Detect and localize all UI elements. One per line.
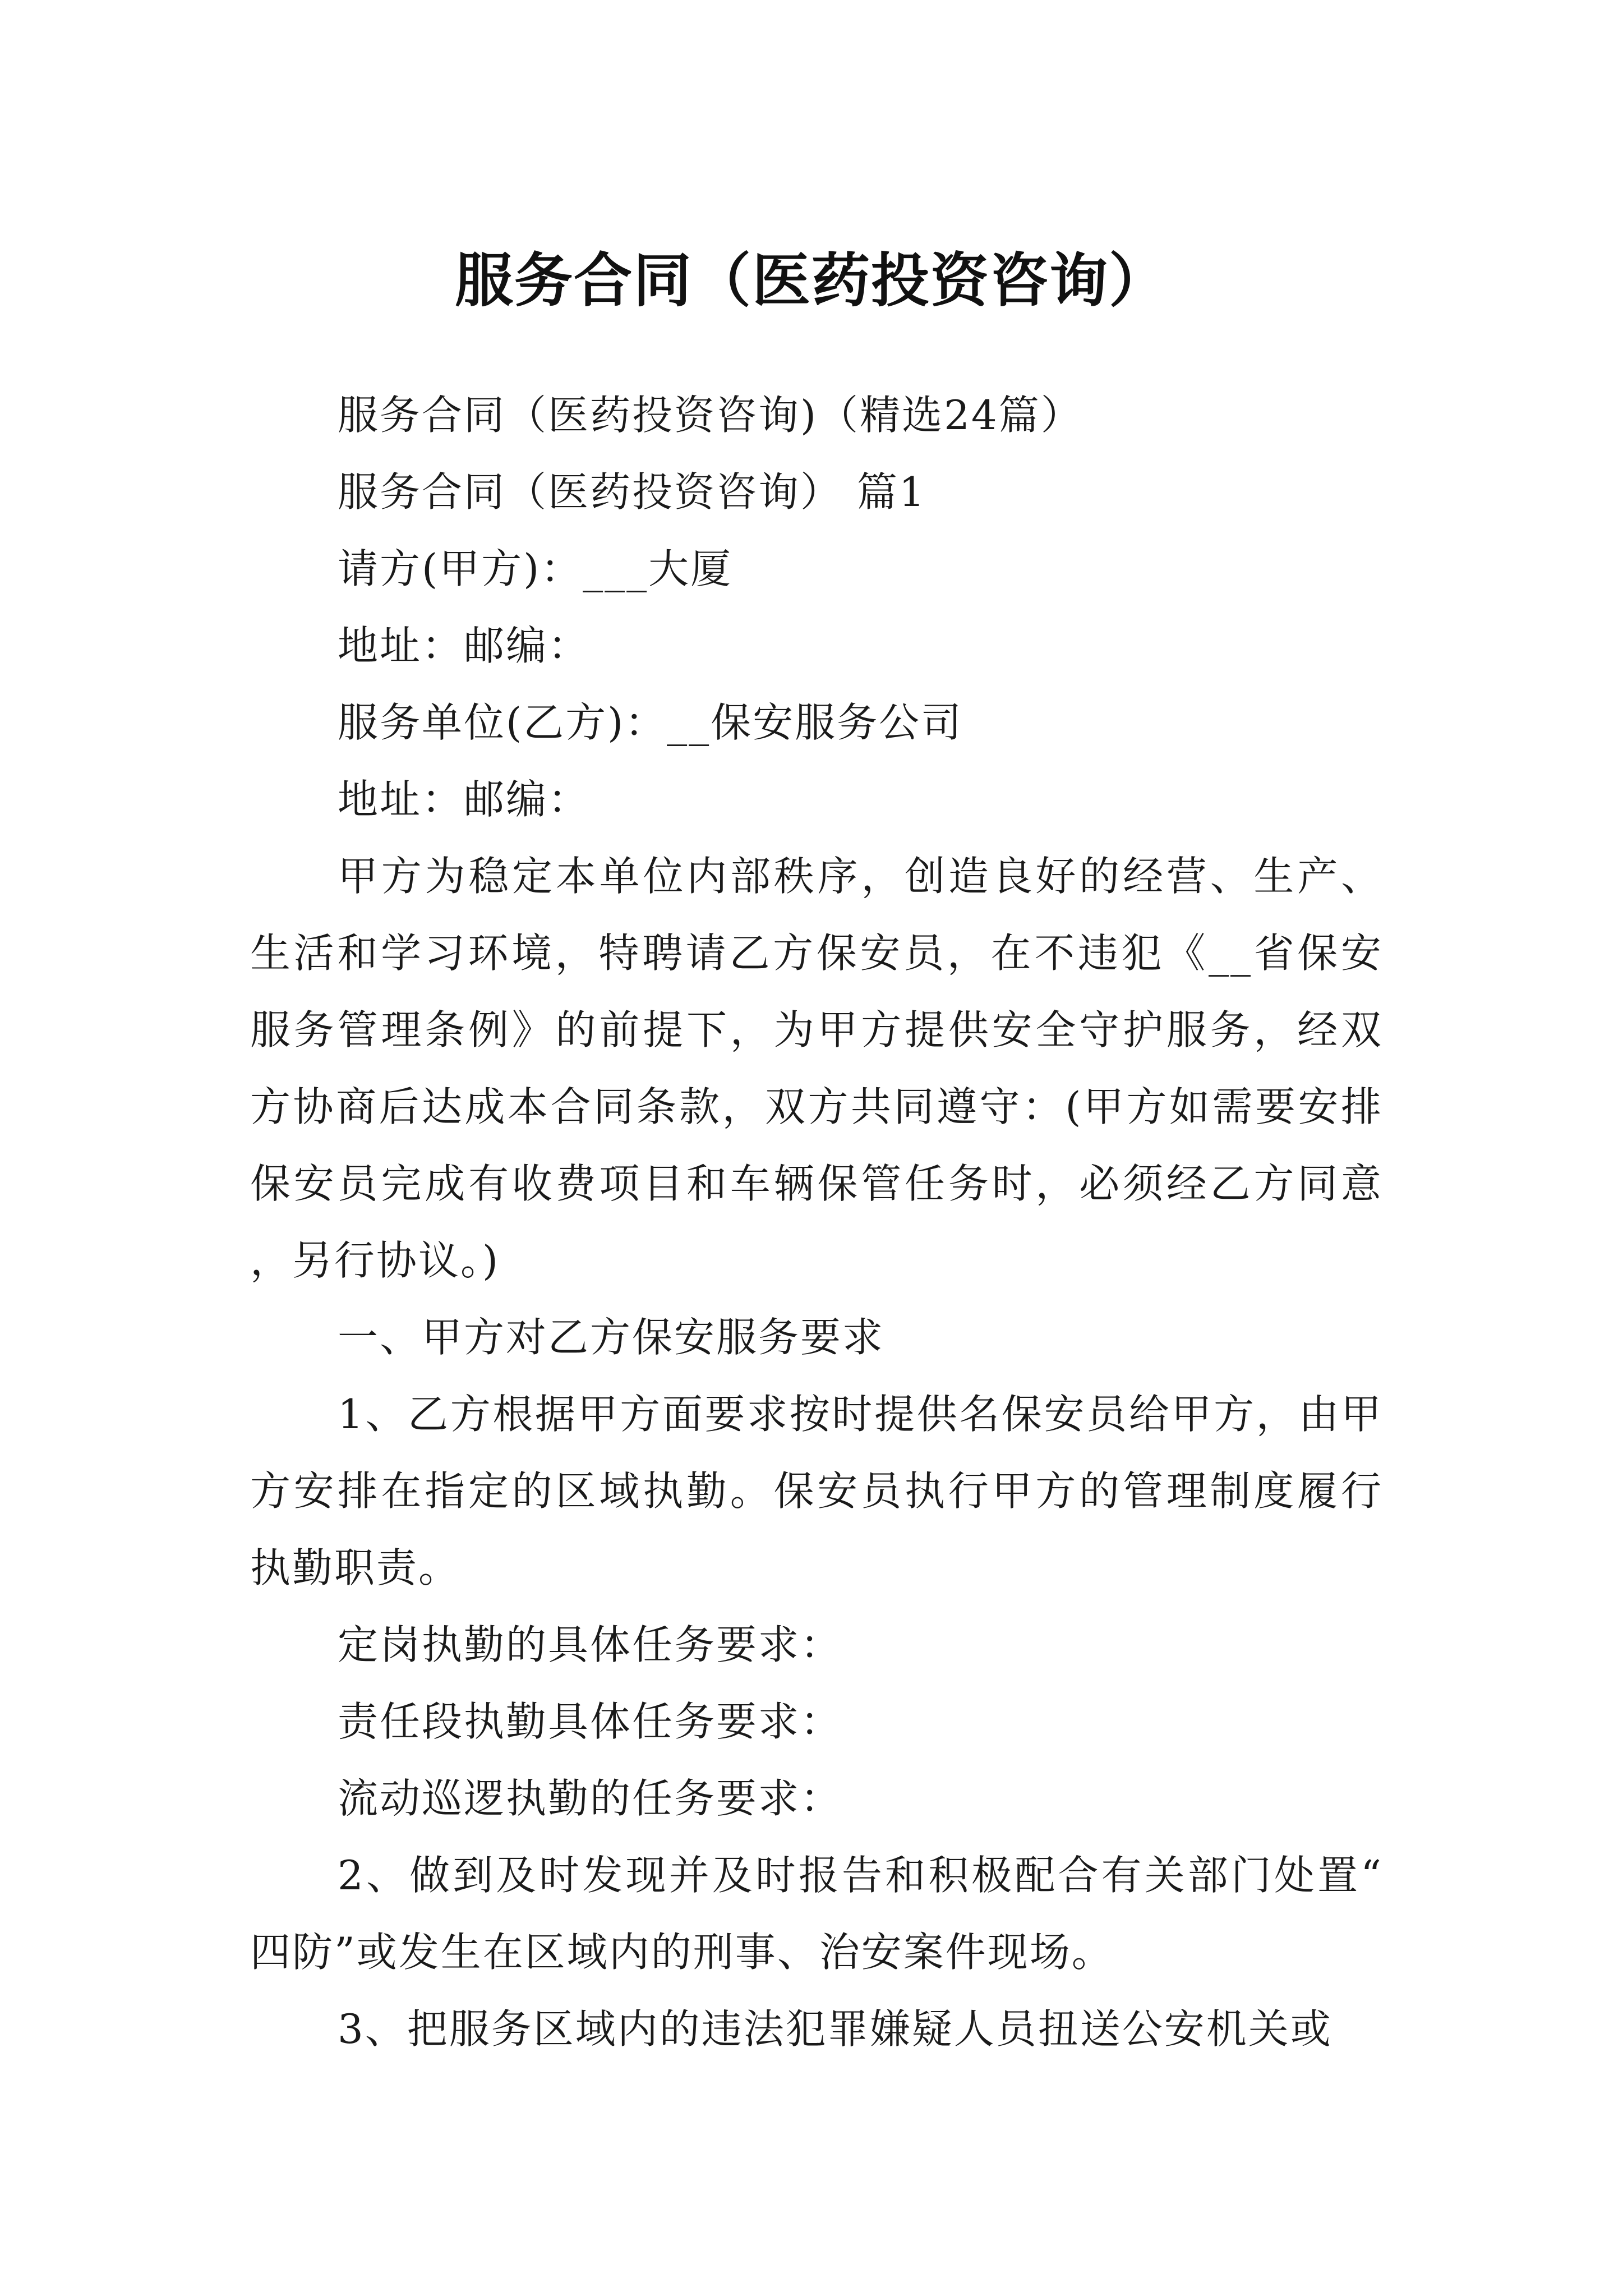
paragraph-patrol-duty: 流动巡逻执勤的任务要求： — [338, 1775, 843, 1822]
paragraph-section-duty: 责任段执勤具体任务要求： — [338, 1698, 843, 1745]
paragraph-party-a-address: 地址：邮编： — [338, 622, 591, 669]
paragraph-clause-2: 2、做到及时发现并及时报告和积极配合有关部门处置“四防”或发生在区域内的刑事、治安案件现场。 — [250, 1852, 1383, 1976]
paragraph-party-b: 服务单位(乙方)：__保安服务公司 — [338, 699, 963, 746]
paragraph-party-b-address: 地址：邮编： — [338, 776, 591, 823]
paragraph-section-heading: 服务合同（医药投资咨询） 篇1 — [338, 468, 926, 516]
paragraph-preamble: 甲方为稳定本单位内部秩序，创造良好的经营、生产、生活和学习环境，特聘请乙方保安员，在不违犯《__省保安服务管理条例》的前提下，为甲方提供安全守护服务，经双方协商后达成本合同条款，双方共同遵守：(甲方如需要安排保安员完成有收费项目和车辆保管任务时，必须经乙方同意，另行协议。) — [250, 853, 1383, 1284]
paragraph-fixed-post: 定岗执勤的具体任务要求： — [338, 1621, 843, 1668]
document-body — [250, 377, 1383, 2068]
paragraph-clause-3: 3、把服务区域内的违法犯罪嫌疑人员扭送公安机关或 — [338, 2005, 1332, 2053]
paragraph-subtitle: 服务合同（医药投资咨询)（精选24篇） — [338, 392, 1083, 439]
document-title: 服务合同（医药投资咨询） — [454, 246, 1168, 315]
paragraph-heading-requirements: 一、甲方对乙方保安服务要求 — [338, 1314, 885, 1361]
paragraph-party-a: 请方(甲方)：___大厦 — [338, 545, 733, 592]
paragraph-clause-1: 1、乙方根据甲方面要求按时提供名保安员给甲方，由甲方安排在指定的区域执勤。保安员执行甲方的管理制度履行执勤职责。 — [250, 1391, 1383, 1591]
